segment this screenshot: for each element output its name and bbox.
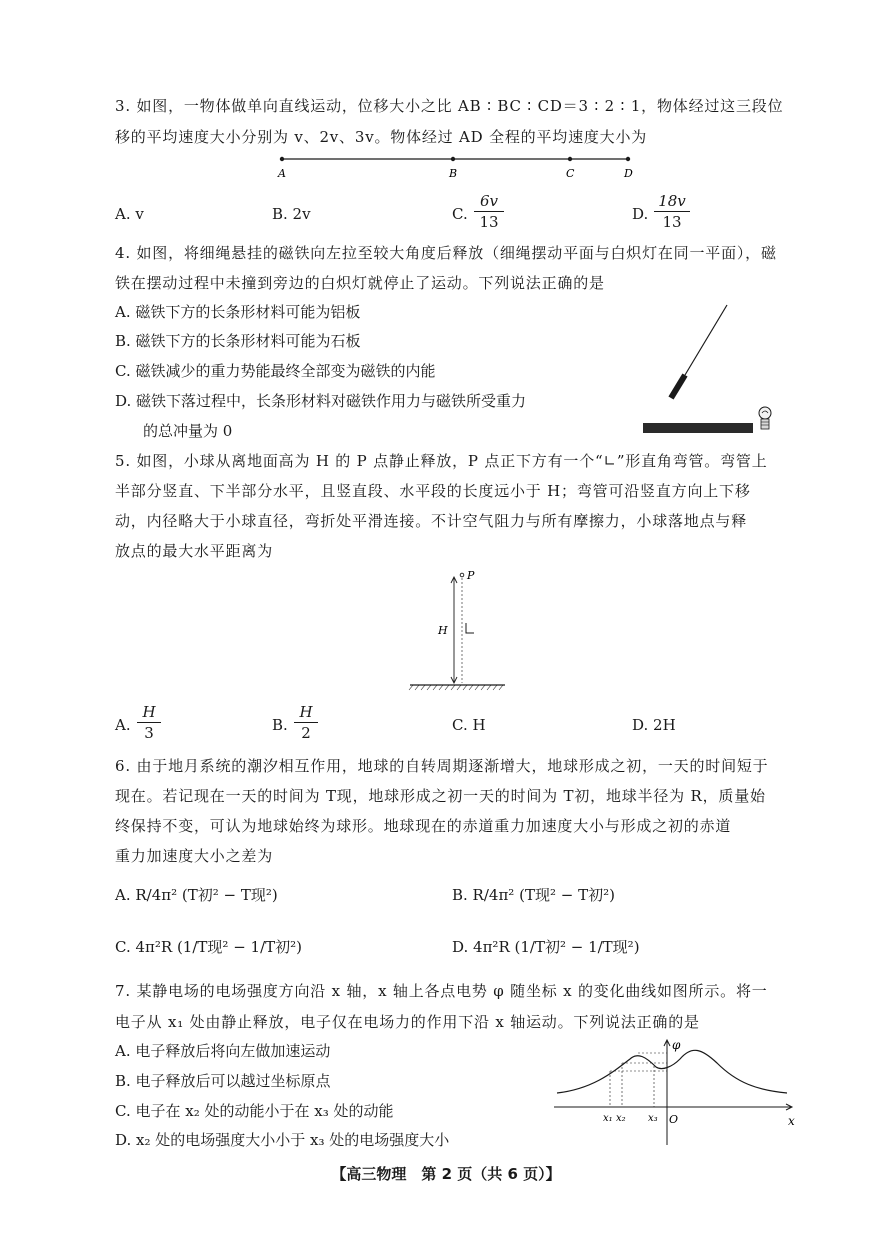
point-label-c: C — [566, 167, 575, 180]
q5-option-a-label: A. — [115, 716, 131, 734]
label-h: H — [438, 624, 448, 637]
point-label-b: B — [449, 167, 458, 180]
fraction-denominator: 2 — [301, 724, 311, 742]
q3-option-c-fraction — [474, 192, 504, 231]
q7-stem-line1: 7. 某静电场的电场强度方向沿 x 轴，x 轴上各点电势 φ 随坐标 x 的变化曲线如图所示。将一 — [115, 982, 768, 1000]
potential-curve — [557, 1050, 787, 1093]
q4-option-d-line1: D. 磁铁下落过程中，长条形材料对磁铁作用力与磁铁所受重力 — [115, 392, 527, 410]
tick-label-x1: x₁ — [603, 1113, 613, 1124]
q5-option-d: D. 2H — [632, 716, 676, 734]
point-label-a: A — [278, 167, 286, 180]
q5-stem-line4: 放点的最大水平距离为 — [115, 542, 274, 560]
q6-option-b: B. R/4π² (T现² − T初²) — [452, 886, 615, 904]
fraction-denominator: 13 — [662, 213, 682, 231]
bent-tube — [466, 623, 474, 633]
label-p: P — [467, 569, 475, 582]
q7-option-d: D. x₂ 处的电场强度大小小于 x₃ 处的电场强度大小 — [115, 1131, 450, 1149]
tick-label-x2: x₂ — [616, 1113, 626, 1124]
q6-stem-line3: 终保持不变，可认为地球始终为球形。地球现在的赤道重力加速度大小与形成之初的赤道 — [115, 817, 732, 835]
q3-option-a: A. v — [115, 205, 144, 223]
fraction-denominator: 3 — [144, 724, 154, 742]
q5-stem-line3: 动，内径略大于小球直径，弯折处平滑连接。不计空气阻力与所有摩擦力，小球落地点与释 — [115, 512, 748, 530]
q7-option-c: C. 电子在 x₂ 处的动能小于在 x₃ 处的动能 — [115, 1102, 394, 1120]
string-line — [685, 305, 727, 375]
fraction-denominator: 13 — [479, 213, 499, 231]
q6-option-d: D. 4π²R (1/T初² − 1/T现²) — [452, 938, 640, 956]
q3-line-diagram — [270, 152, 640, 182]
page-footer: 【高三物理 第 2 页（共 6 页）】 — [331, 1165, 561, 1183]
q3-option-d-fraction — [654, 192, 690, 231]
q6-option-a: A. R/4π² (T初² − T现²) — [115, 886, 278, 904]
q4-stem-line1: 4. 如图，将细绳悬挂的磁铁向左拉至较大角度后释放（细绳摆动平面与白炽灯在同一平面），磁 — [115, 244, 777, 262]
axis-label-x: x — [788, 1114, 795, 1128]
q3-option-b: B. 2v — [272, 205, 311, 223]
q7-stem-line2: 电子从 x₁ 处由静止释放，电子仅在电场力的作用下沿 x 轴运动。下列说法正确的是 — [115, 1013, 700, 1031]
q3-option-d-label: D. — [632, 205, 649, 223]
strip-material — [643, 423, 753, 433]
point-p-marker — [460, 573, 464, 577]
q3-option-c-label: C. — [452, 205, 468, 223]
q4-option-a: A. 磁铁下方的长条形材料可能为铝板 — [115, 303, 361, 321]
origin-label: O — [669, 1113, 679, 1126]
q5-stem-line2: 半部分竖直、下半部分水平，且竖直段、水平段的长度远小于 H；弯管可沿竖直方向上下移 — [115, 482, 751, 500]
q4-stem-line2: 铁在摆动过程中未撞到旁边的白炽灯就停止了运动。下列说法正确的是 — [115, 274, 605, 292]
q6-stem-line4: 重力加速度大小之差为 — [115, 847, 274, 865]
fraction-numerator: 18v — [658, 192, 686, 210]
q7-potential-graph — [552, 1035, 802, 1150]
q5-stem-line1: 5. 如图，小球从离地面高为 H 的 P 点静止释放，P 点正下方有一个“∟”形直角弯管。弯管上 — [115, 452, 768, 470]
q5-option-a-fraction — [137, 703, 161, 742]
q6-stem-line1: 6. 由于地月系统的潮汐相互作用，地球的自转周期逐渐增大，地球形成之初，一天的时间短于 — [115, 757, 769, 775]
fraction-numerator: H — [142, 703, 156, 721]
axis-label-phi: φ — [672, 1038, 681, 1052]
bulb-icon — [759, 407, 771, 419]
magnet-bar — [671, 375, 685, 398]
q5-ball-drop-figure — [405, 565, 515, 693]
q4-magnet-pendulum-figure — [638, 300, 778, 440]
fraction-numerator: H — [299, 703, 313, 721]
q5-option-b-fraction — [294, 703, 318, 742]
fraction-numerator: 6v — [479, 192, 499, 210]
q7-option-b: B. 电子释放后可以越过坐标原点 — [115, 1072, 331, 1090]
q7-option-a: A. 电子释放后将向左做加速运动 — [115, 1042, 331, 1060]
q4-option-b: B. 磁铁下方的长条形材料可能为石板 — [115, 332, 361, 350]
q3-stem-line1: 3. 如图，一物体做单向直线运动，位移大小之比 AB ∶ BC ∶ CD＝3 ∶ 2 ∶ 1，物体经过这三段位 — [115, 97, 784, 115]
q6-stem-line2: 现在。若记现在一天的时间为 T现，地球形成之初一天的时间为 T初，地球半径为 R，质量始 — [115, 787, 766, 805]
q6-option-c: C. 4π²R (1/T现² − 1/T初²) — [115, 938, 302, 956]
tick-label-x3: x₃ — [648, 1113, 658, 1124]
q4-option-c: C. 磁铁减少的重力势能最终全部变为磁铁的内能 — [115, 362, 436, 380]
point-label-d: D — [624, 167, 633, 180]
q5-option-c: C. H — [452, 716, 486, 734]
q3-stem-line2: 移的平均速度大小分别为 v、2v、3v。物体经过 AD 全程的平均速度大小为 — [115, 128, 648, 146]
q4-option-d-line2: 的总冲量为 0 — [143, 422, 233, 440]
q5-option-b-label: B. — [272, 716, 288, 734]
